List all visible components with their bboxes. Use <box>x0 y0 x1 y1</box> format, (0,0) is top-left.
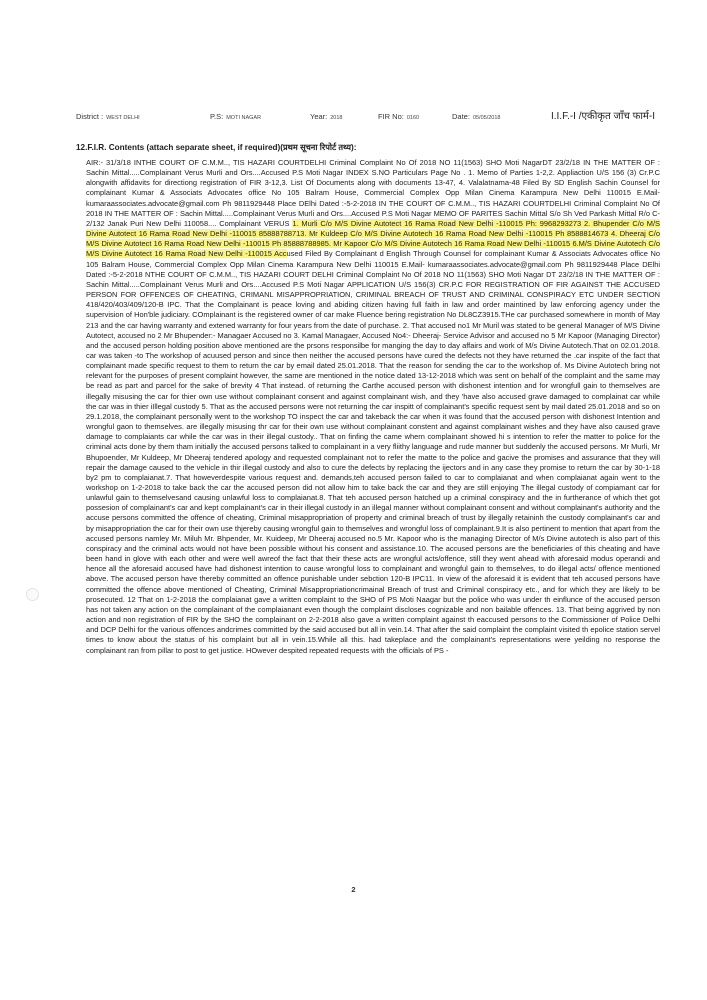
page-number: 2 <box>351 885 356 894</box>
district-value: WEST DELHI <box>106 115 140 121</box>
year-field <box>310 112 343 121</box>
date-value: 05/05/2018 <box>472 115 501 121</box>
section-title: 12.F.I.R. Contents (attach separate sheet, if required)(प्रथम सूचना रिपोर्ट तथ्य): <box>76 143 357 152</box>
ps-label: P.S: <box>210 112 224 121</box>
form-header <box>76 108 655 124</box>
police-station-field <box>210 112 261 121</box>
fir-contents-text <box>86 158 660 656</box>
date-label: Date: <box>452 112 470 121</box>
year-label: Year: <box>310 112 328 121</box>
highlighted-accused-list: 1. Murli C/o M/S Divine Autotect 16 Rama Road New Delhi -110015 Ph: 9968293273 2. Bhupender C/o M/S Divine Autotect 16 Rama Road New Delhi -110015 85888788713. Mr Kuldeep C/o M/S Divine Autotech 16 Rama Road New Delhi -110015 Ph 8588814673 4. Dheeraj C/o M/S Divine Autotect 16 Rama Road New Delhi -110015 Ph 85888788985. Mr Kapoor C/o M/S Divine Autotech 16 Rama Road New Delhi -110015 6.M/S Divine Autotech C/o M/S Divine Autotect 16 Rama Road New Delhi -110015 Acc <box>86 218 660 259</box>
form-title: I.I.F.-I /एकीकृत जाँच फार्म-I <box>550 111 655 122</box>
district-field <box>76 112 140 121</box>
date-field <box>452 112 500 121</box>
district-label: District : <box>76 112 104 121</box>
body-text-before-highlight: AIR:- 31/3/18 INTHE COURT OF C.M.M.., TIS HAZARI COURTDELHI Criminal Complaint No Of 2018 NO 11(1563) SHO Moti NagarDT 23/2/18 IN THE MATTER OF : Sachin Mittal.....Complainant Verus Murli and Ors....Accused P.S Moti Nagar INDEX S.NO Particulars Page No . 1. Memo of Parties 1-2,2. Appliaction U/S 156 (3) Cr.P.C alongwith affidavits for directiong registration of FIR 3-12,3. List Of Documents along with documents 13-47, 4. Valalatnama-48 Filed By SD English Sachin Counsel for complainant Kumar & Associats Advocates office No 105 Balram House, Commercial Complex Opp Milan Cinema Karampura New Delhi 110015 E.Mail-kumaraassociates.advocate@gmail.com Ph 9811929448 Place DElhi Dated :-5-2-2018 IN THE COURT OF C.M.M.., TIS HAZARI COURTDELHI Criminal Complaint No Of 2018 IN THE MATTER OF : Sachin Mittal.....Complainant Verus Murli and Ors....Accused P.S Moti Nagar MEMO OF PARITES Sachin Mittal S/o Sh Ved Parkash Mittal R/o C-2/132 Janak Puri New Delhi 110058.... Complainant VERUS <box>86 158 660 228</box>
fir-label: FIR No: <box>378 112 404 121</box>
fir-value: 0160 <box>406 115 420 121</box>
body-text-after-highlight: used Filed By Complainant d English Through Counsel for complainant Kumar & Associats Advocates office No 105 Balram House, Commercial Complex Opp Milan Cinema Karampura New Delhi 110015 E.Mail- kumaraassociates.advocate@gmail.com Ph 9811929448 Place DElhi Dated :-5-2-2018 NTHE COURT OF C.M.M.., TIS HAZARI COURT DELHI Criminal Complaint No Of 2018 NO 11(1563) SHO Moti Nagar DT 23/2/18 IN THE MATTER OF : Sachin Mittal.....Complainant Verus Murli and Ors....Accused P.S Moti Nagar APPLICATION U/S 156(3) CR.P.C FOR REGISTRATION OF FIR AGAINST THE ACCUSED PERSON FOR OFFENCES OF CHEATING, CRIMANL MISAPPROPRIATION, CRIMINAL BREACH OF TRUST AND CRIMINAL CONSPIRACY ETC UNDER SECTION 418/420/403/409/120-B IPC. That the Complainant is peace loving and abiding citizen having full faith in law and order maintined by law enforcing agency under the supervision of Hon'ble judiciary. COmplainant is the registered owner of car make Fluence bering registration No DL8CZ3915.THe car purchased somewhere in month of May 213 and the car having warranty and extened warranty for four years from the date of purchase. 2. That accused no1 Mr Muril was stated to be general Manager of M/S Divine Autotect, accused no 2 Mr Bhupender:- Managaer Accused no 3. Kamal Managaer, Accused No4:- Dheeraj- Service Advisor and accused no 5 Mr Kapoor (Managing Director) and the accused person holding position above mentioned are the prsons responsilbe for manging the day to day affairs and work of M/s Divine Autotech.That on 02.01.2018. car was taken -to The workshop of acuused person and since then neither the accused persons have cured the defects not they have returned the .car inspite of the fact that complainant made specific request to them to return the car by email dated 25.01.2018. That the reason for sending the car to the workshop of. Ms Divine Autotech bring not relevant for the purposes of present complaint however, the same are mentioned in the notice dated 13-12-2018 which was sent on behalf of the complaint and the same may be read as part and parcel for the sake of brevity 4 That instead. of returning the Carthe accused person with dishonest intention and for wrongfull gain to themselves are illegally misusing the car for thier own use without complainant consent and against complainant wish, and they 'have also accused grave damaged to complainat car while the car was in thier iIllegal custody 5. That as the accused persons were not returning the car inspitt of complainant's specific request sent by mail dated 25.01.2018 and so on 29.1.2018, the complainant personally went to the workshop TO inspect the car and takeback the car when it was found that the accused person with dishonest Intention and wrongful gaon to themselves. are illegally misusing thr car for their own use without complainant constent and against complainant wishes and they have also caused grave damage to complaiants car while the car was in their illegal custody.. That on finfing the came whern complainant showed hi s intention to refer the matter to police for the criminal acts done by them tham initially the accused persons talked to complainant in a very fliithy language and rude manner but suddenly the accused persons. Mr Murli, Mr Bhupoender, Mr Kuldeep, Mr Dheeraj tendered apology and requested complainant not to refer the matte to the police and gacive the promises and assurance that they will repair the damage caused to the vehicle in thir illegal custody and also to cure the defects by replacing the ijectors and in any case they promise to return the car by 30-1-18 by2 pm to complaianat.7. That howeverdespite various request and. demands,teh accused person failed to car to complaianat and when complaianat again went to the workshop on 1-2-2018 to take back the car the accused person did not allow him to take back the car and they are still enjoying The illegal custody of compiamant car for unlawful gain to themselvesand causing unlawful loss to complaianat.8. That teh accused person hatched up a criminal conspiracy and the in furtherance of which thet got possesion of complainant's car and kept complainant's car in their illegal custody in an illegal manner without complainant consent and without complainant's authority and the accuse persons committed the offence of cheating, Criminal misappropriation of property and criminal breach of trust by illegally retaininh the custody complainant's car and by misappropriation the car for their own use thjereby causing wrongful gain to themselves and wrongful loss of complainant.9.It is also pertinent to mention that apart from the accused persons namley Mr. Miluh Mr. Bhpender, Mr. Kuideep, Mr Dheeraj accused no.5 Mr. Kapoor who is the managing Director of M/s Divine autotech is also part of this conspiracy and the criminal acts would not have been possible without his consent and assistance.10. The accused persons are the beneficiaries of this cheating and have been hand in glove with each other and were well awreof the fact that their these acts are wrongful acts/offence, still they went ahead with aforesaid modus operandi and hence all the aforesaid accused have had dishonest intention to cause wrongful loss to complainant and wrongful gain to themselves, to do illegal acts/ offence mentioned above. The accused person have thereby committed an offence punishable under sebction 120-B IPC11. In view of the aforesaid it is evident that teh accused persons have committed the offence above mentioned of Cheating, Criminal Misappropriationcrimainal Breach of trust and Criminal conspiracy etc., and for which they are likely to be prosecuted. 12 That on 1-2-2018 the complaianat gave a written complaint to the SHO of PS Moti Naagar but the police who was under th einflunce of the accused person has not taken any action on the complainant of the complaianant even though the complaint discloses cognizable and non bailable offences. 13. That being aggrived by non action and non registration of FIR by the SHO the complainant on 2-2-2018 also gave a written complaint against th eaccused persons to the Commissioner of Police Delhi and DCP Delhi for the various offences andcrimes committed by the said accused but all in vein.14. That after the said complaint the complaint visited th epolice station servel times to know about the status of his complaint but all in vein.15.While all this. had takeplace and the complainant's representations were yeilding no response the complainant ran from pillar to post to get justice. HOwever despited repeated requests with the officials of PS - <box>86 249 660 655</box>
ps-value: MOTI NAGAR <box>226 115 262 121</box>
year-value: 2018 <box>330 115 343 121</box>
fir-number-field <box>378 112 419 121</box>
punch-hole-mark <box>26 588 39 601</box>
